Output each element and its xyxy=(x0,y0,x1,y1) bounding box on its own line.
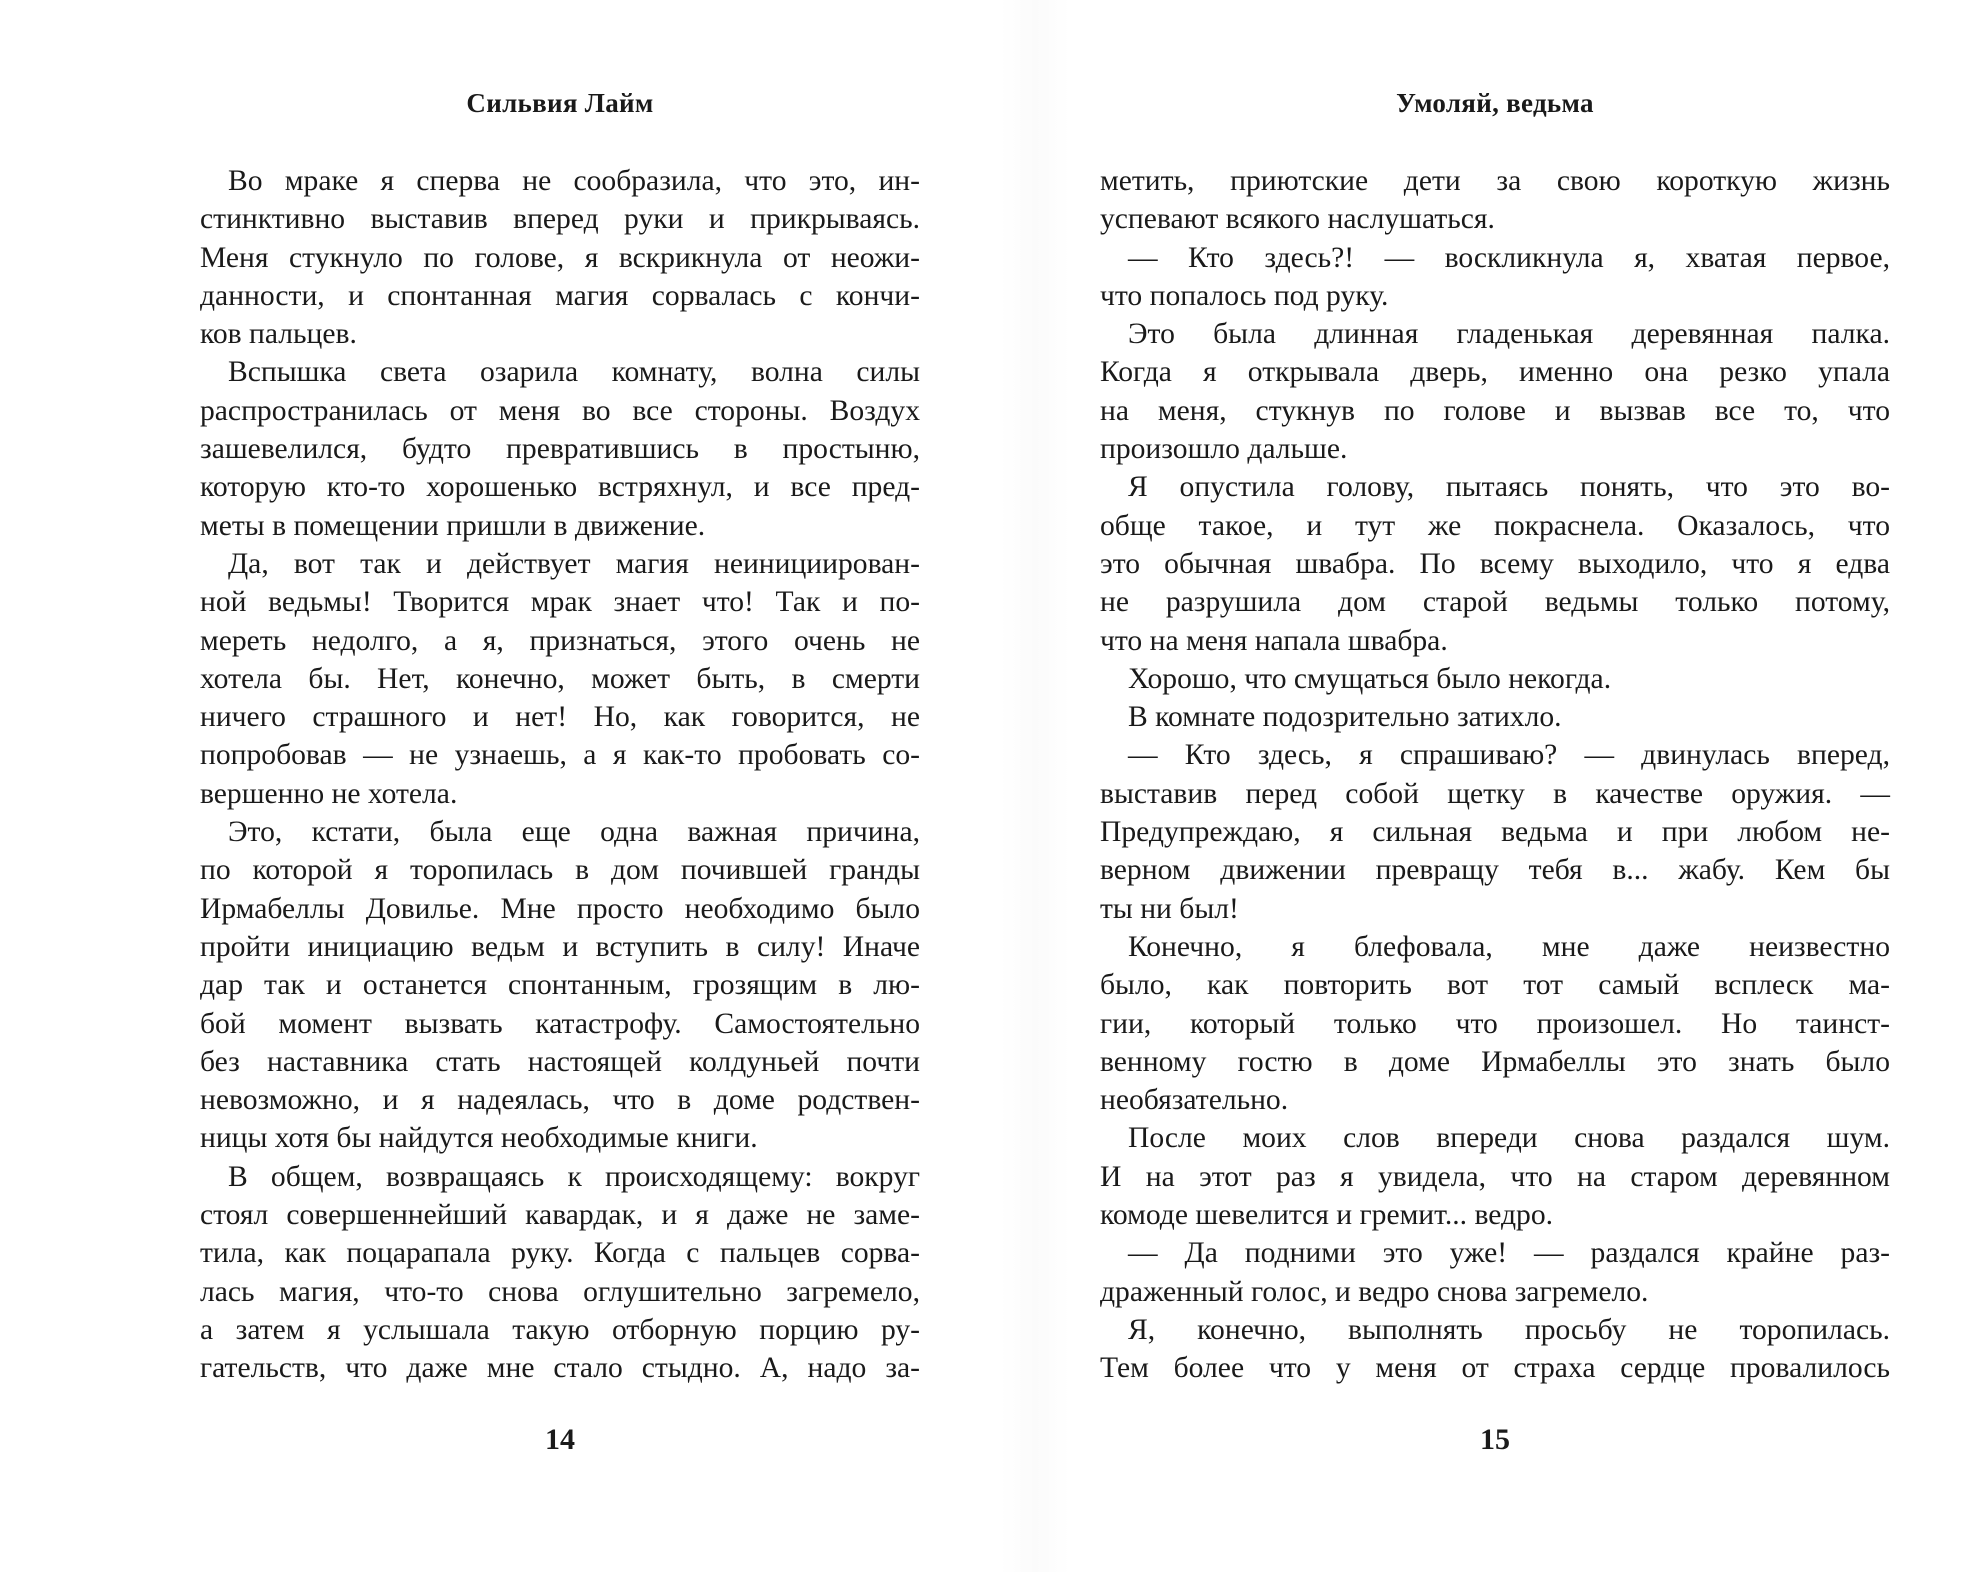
text-line: стоял совершеннейший кавардак, и я даже не заме- xyxy=(200,1199,920,1232)
text-line: без наставника стать настоящей колдуньей почти xyxy=(200,1045,920,1078)
text-line: что попалось под руку. xyxy=(1100,279,1389,312)
text-line: зашевелился, будто превратившись в простыню, xyxy=(200,433,920,466)
running-head-title: Умоляй, ведьма xyxy=(1396,88,1594,118)
text-line: верном движении превращу тебя в... жабу. Кем бы xyxy=(1100,854,1890,887)
text-line: — Кто здесь, я спрашиваю? — двинулась вперед, xyxy=(1128,739,1890,772)
text-line: которую кто-то хорошенько встряхнул, и все пред- xyxy=(200,471,920,504)
text-line: пройти инициацию ведьм и вступить в силу! Иначе xyxy=(200,930,920,963)
text-line: венному гостю в доме Ирмабеллы это знать было xyxy=(1100,1045,1890,1078)
text-line: ты ни был! xyxy=(1100,892,1239,925)
text-line: ков пальцев. xyxy=(200,318,357,351)
book-gutter xyxy=(1000,0,1070,1572)
text-line: выставив перед собой щетку в качестве оружия. — xyxy=(1100,777,1890,810)
running-head-author: Сильвия Лайм xyxy=(466,88,654,118)
text-line: гии, который только что произошел. Но таинст- xyxy=(1100,1007,1890,1040)
text-line: Это была длинная гладенькая деревянная палка. xyxy=(1128,318,1890,351)
text-line: Во мраке я сперва не сообразила, что это, ин- xyxy=(228,165,920,197)
text-line: гательств, что даже мне стало стыдно. А, надо за- xyxy=(200,1352,920,1385)
text-line: необязательно. xyxy=(1100,1084,1289,1117)
text-line: Тем более что у меня от страха сердце провалилось xyxy=(1100,1352,1890,1385)
text-line: Когда я открывала дверь, именно она резко упала xyxy=(1100,356,1890,389)
text-line: Хорошо, что смущаться было некогда. xyxy=(1128,662,1612,695)
text-line: по которой я торопилась в дом почившей гранды xyxy=(200,854,920,887)
page-number-right: 15 xyxy=(1480,1423,1510,1456)
text-line: что на меня напала швабра. xyxy=(1100,624,1448,657)
text-line: на меня, стукнув по голове и вызвав все то, что xyxy=(1100,394,1890,427)
text-line: обще такое, и тут же покраснела. Оказалось, что xyxy=(1100,509,1890,542)
text-line: тила, как поцарапала руку. Когда с пальцев сорва- xyxy=(200,1237,920,1270)
text-line: мереть недолго, а я, признаться, этого очень не xyxy=(200,624,920,657)
text-line: ной ведьмы! Творится мрак знает что! Так и по- xyxy=(200,586,920,619)
text-line: драженный голос, и ведро снова загремело. xyxy=(1100,1275,1649,1308)
text-line: произошло дальше. xyxy=(1100,433,1348,466)
text-line: это обычная швабра. По всему выходило, что я едва xyxy=(1100,547,1890,580)
text-line: а затем я услышала такую отборную порцию ру- xyxy=(200,1313,920,1346)
text-line: ничего страшного и нет! Но, как говорится, не xyxy=(200,701,920,734)
text-line: В комнате подозрительно затихло. xyxy=(1128,701,1562,734)
text-line: дар так и останется спонтанным, грозящим в лю- xyxy=(200,969,920,1002)
text-line: хотела бы. Нет, конечно, может быть, в смерти xyxy=(200,662,920,695)
page-number-left: 14 xyxy=(545,1423,575,1456)
text-line: лась магия, что-то снова оглушительно загремело, xyxy=(200,1275,920,1308)
text-line: И на этот раз я увидела, что на старом деревянном xyxy=(1100,1160,1890,1193)
text-line: Я, конечно, выполнять просьбу не торопилась. xyxy=(1128,1313,1890,1346)
text-line: — Да подними это уже! — раздался крайне раз- xyxy=(1128,1237,1890,1270)
text-line: В общем, возвращаясь к происходящему: вокруг xyxy=(228,1160,920,1193)
text-line: После моих слов впереди снова раздался шум. xyxy=(1128,1122,1890,1155)
text-line: было, как повторить вот тот самый всплеск ма- xyxy=(1100,969,1890,1002)
text-line: Конечно, я блефовала, мне даже неизвестно xyxy=(1128,930,1890,963)
text-line: Вспышка света озарила комнату, волна силы xyxy=(228,356,920,389)
text-line: Да, вот так и действует магия неинициирован- xyxy=(228,547,920,580)
text-line: Я опустила голову, пытаясь понять, что это во- xyxy=(1128,471,1890,504)
right-page-text xyxy=(1100,162,1890,1388)
text-line: ницы хотя бы найдутся необходимые книги. xyxy=(200,1122,758,1155)
text-line: невозможно, и я надеялась, что в доме родствен- xyxy=(200,1084,920,1117)
text-line: Ирмабеллы Довилье. Мне просто необходимо было xyxy=(200,892,920,925)
text-line: Предупреждаю, я сильная ведьма и при любом не- xyxy=(1100,816,1890,849)
text-line: меты в помещении пришли в движение. xyxy=(200,509,706,542)
text-line: метить, приютские дети за свою короткую жизнь xyxy=(1100,165,1890,197)
right-page xyxy=(1070,0,1988,1572)
text-line: стинктивно выставив вперед руки и прикрываясь. xyxy=(200,203,920,236)
text-line: не разрушила дом старой ведьмы только потому, xyxy=(1100,586,1890,619)
text-line: — Кто здесь?! — воскликнула я, хватая первое, xyxy=(1128,241,1890,274)
text-line: бой момент вызвать катастрофу. Самостоятельно xyxy=(200,1007,920,1040)
text-line: данности, и спонтанная магия сорвалась с кончи- xyxy=(200,279,920,312)
text-line: успевают всякого наслушаться. xyxy=(1100,203,1495,236)
text-line: комоде шевелится и гремит... ведро. xyxy=(1100,1199,1554,1232)
text-line: Это, кстати, была еще одна важная причина, xyxy=(228,816,920,849)
left-page-text xyxy=(200,162,920,1388)
text-line: попробовав — не узнаешь, а я как-то пробовать со- xyxy=(200,739,920,772)
text-line: вершенно не хотела. xyxy=(200,777,458,810)
text-line: Меня стукнуло по голове, я вскрикнула от неожи- xyxy=(200,241,920,274)
text-line: распространилась от меня во все стороны. Воздух xyxy=(200,394,920,427)
